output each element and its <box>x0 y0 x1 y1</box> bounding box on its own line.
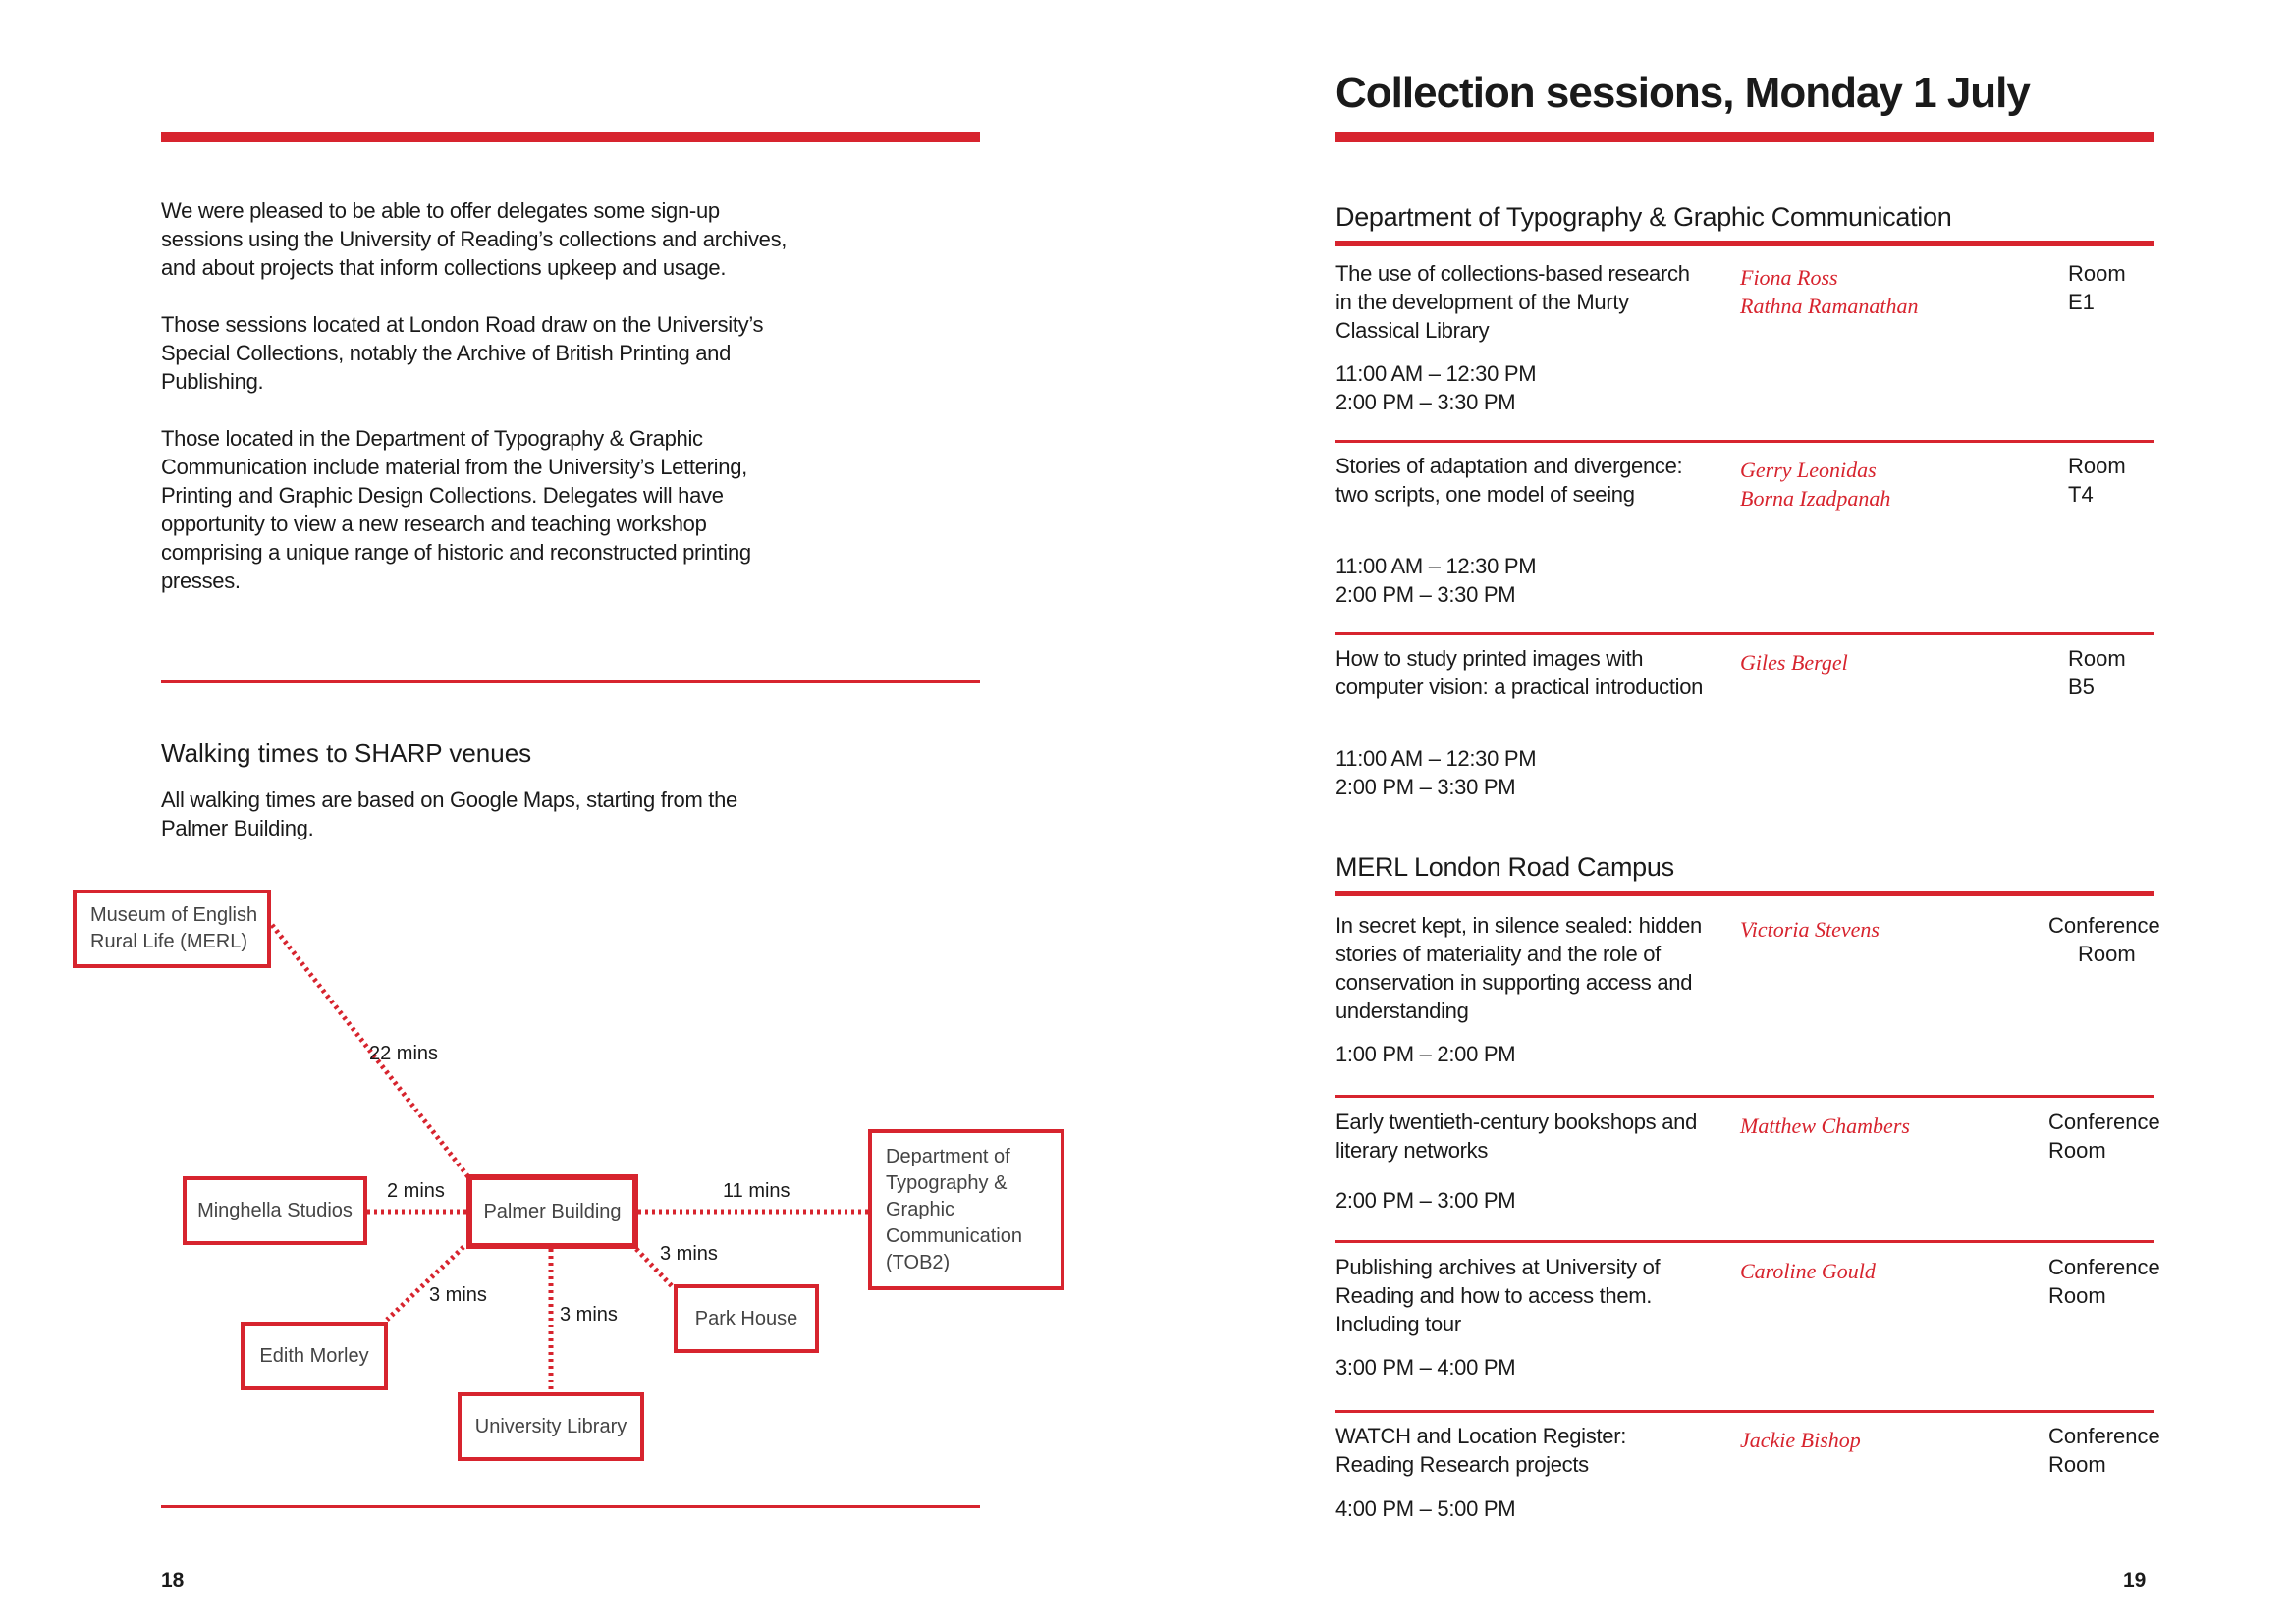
speaker-name: Matthew Chambers <box>1740 1113 1910 1138</box>
page-number: 19 <box>2123 1569 2147 1592</box>
session-time: 1:00 PM – 2:00 PM <box>1335 1042 1516 1066</box>
session-divider <box>1335 1095 2154 1098</box>
venue-label: University Library <box>474 1415 627 1437</box>
session-room <box>2068 644 2126 701</box>
venue-minghella <box>183 1176 367 1245</box>
time-label-typography: 11 mins <box>723 1180 790 1202</box>
session-item <box>1335 1108 2160 1225</box>
session-speakers <box>1740 1426 1861 1454</box>
session-times <box>1335 552 1709 609</box>
page-number: 18 <box>161 1569 185 1592</box>
room-line: E1 <box>2068 290 2095 314</box>
session-times <box>1335 744 1709 801</box>
venue-label: Minghella Studios <box>197 1199 353 1221</box>
room-line: Room <box>2048 1138 2106 1163</box>
session-item <box>1335 911 2160 1078</box>
session-item <box>1335 259 2151 426</box>
room-line: T4 <box>2068 482 2094 507</box>
room-line: Room <box>2048 1283 2106 1308</box>
session-item <box>1335 1422 2160 1540</box>
session-title: WATCH and Location Register: Reading Research projects <box>1335 1424 1627 1477</box>
speaker-name: Caroline Gould <box>1740 1259 1876 1283</box>
walking-diagram <box>0 864 1144 1492</box>
intro-paragraph: Those sessions located at London Road draw on the University’s Special Collections, notably the Archive of British Printing and Publishing. <box>161 312 764 394</box>
session-speakers <box>1740 915 1880 944</box>
room-line: Room <box>2068 454 2126 478</box>
connector-edith <box>387 1247 463 1320</box>
time-label-park: 3 mins <box>660 1243 718 1265</box>
session-time: 2:00 PM – 3:30 PM <box>1335 582 1516 607</box>
session-title: In secret kept, in silence sealed: hidden stories of materiality and the role of conservation in supporting access and understanding <box>1335 913 1702 1023</box>
session-time: 4:00 PM – 5:00 PM <box>1335 1496 1516 1521</box>
session-room <box>2068 259 2126 316</box>
venue-typography <box>868 1129 1064 1290</box>
venue-label: Department of Typography & Graphic Communication (TOB2) <box>886 1145 1022 1273</box>
session-times <box>1335 1494 1709 1523</box>
time-label-library: 3 mins <box>560 1304 618 1326</box>
session-times <box>1335 359 1709 416</box>
session-time: 2:00 PM – 3:30 PM <box>1335 775 1516 799</box>
session-time: 11:00 AM – 12:30 PM <box>1335 554 1537 578</box>
session-title: Early twentieth-century bookshops and literary networks <box>1335 1110 1698 1163</box>
session-time: 11:00 AM – 12:30 PM <box>1335 361 1537 386</box>
session-divider <box>1335 440 2154 443</box>
session-room <box>2048 911 2160 968</box>
intro-paragraph: We were pleased to be able to offer delegates some sign-up sessions using the University of Reading’s collections and archives, and about projects that inform collections upkeep and usage. <box>161 198 788 280</box>
room-line: B5 <box>2068 675 2095 699</box>
venue-label: Edith Morley <box>259 1344 369 1367</box>
room-line: Room <box>2068 261 2126 286</box>
time-label-edith: 3 mins <box>429 1284 487 1306</box>
session-times <box>1335 1040 1709 1068</box>
page-title: Collection sessions, Monday 1 July <box>1335 69 2030 117</box>
room-line: Conference <box>2048 1424 2160 1448</box>
speaker-name: Giles Bergel <box>1740 650 1848 675</box>
session-time: 11:00 AM – 12:30 PM <box>1335 746 1537 771</box>
room-line: Conference <box>2048 913 2160 938</box>
speaker-name: Rathna Ramanathan <box>1740 294 1919 318</box>
top-rule <box>161 132 980 142</box>
right-page <box>1145 0 2289 1624</box>
room-line: Conference <box>2048 1110 2160 1134</box>
session-room <box>2048 1422 2160 1479</box>
session-times <box>1335 1353 1709 1381</box>
session-times <box>1335 1186 1709 1215</box>
venue-edith-morley <box>241 1322 388 1390</box>
venue-label: Palmer Building <box>483 1200 622 1222</box>
session-title: Stories of adaptation and divergence: two scripts, one model of seeing <box>1335 454 1683 507</box>
session-speakers <box>1740 648 1848 677</box>
session-item <box>1335 452 2151 619</box>
time-label-merl: 22 mins <box>369 1043 439 1064</box>
session-time: 3:00 PM – 4:00 PM <box>1335 1355 1516 1380</box>
session-title: How to study printed images with computer vision: a practical introduction <box>1335 646 1704 699</box>
bottom-rule <box>161 1505 980 1508</box>
session-divider <box>1335 632 2154 635</box>
session-divider <box>1335 1410 2154 1413</box>
title-rule <box>1335 132 2154 142</box>
session-item <box>1335 1253 2160 1400</box>
walking-times-subtitle: All walking times are based on Google Maps, starting from the Palmer Building. <box>161 787 737 840</box>
venue-merl <box>73 890 271 968</box>
venue-park-house <box>674 1284 819 1353</box>
speaker-name: Gerry Leonidas <box>1740 458 1877 482</box>
speaker-name: Borna Izadpanah <box>1740 486 1891 511</box>
room-line: Conference <box>2048 1255 2160 1279</box>
time-label-minghella: 2 mins <box>387 1180 445 1202</box>
intro-text <box>161 196 790 623</box>
session-speakers <box>1740 456 1890 513</box>
room-line: Room <box>2068 646 2126 671</box>
session-divider <box>1335 1240 2154 1243</box>
session-time: 2:00 PM – 3:30 PM <box>1335 390 1516 414</box>
session-room <box>2048 1108 2160 1164</box>
session-speakers <box>1740 263 1919 320</box>
session-time: 2:00 PM – 3:00 PM <box>1335 1188 1516 1213</box>
intro-paragraph: Those located in the Department of Typography & Graphic Communication include material from the University’s Lettering, Printing and Graphic Design Collections. Delegates will have opportunity to view a new research and teaching workshop comprising a unique range of historic and reconstructed printing presses. <box>161 426 751 593</box>
session-item <box>1335 644 2151 811</box>
speaker-name: Victoria Stevens <box>1740 917 1880 942</box>
section-heading-typography: Department of Typography & Graphic Communication <box>1335 202 1952 232</box>
session-title: Publishing archives at University of Reading and how to access them. Including tour <box>1335 1255 1661 1336</box>
left-page <box>0 0 1144 1624</box>
session-room <box>2048 1253 2160 1310</box>
room-line: Room <box>2048 1452 2106 1477</box>
section-rule <box>1335 241 2154 246</box>
speaker-name: Jackie Bishop <box>1740 1428 1861 1452</box>
speaker-name: Fiona Ross <box>1740 265 1838 290</box>
section-rule <box>1335 891 2154 896</box>
section-divider <box>161 680 980 683</box>
section-heading-merl: MERL London Road Campus <box>1335 852 1674 882</box>
session-speakers <box>1740 1257 1876 1285</box>
venue-university-library <box>458 1392 644 1461</box>
venue-label: Museum of English Rural Life (MERL) <box>90 904 258 952</box>
session-speakers <box>1740 1111 1910 1140</box>
session-title: The use of collections-based research in the development of the Murty Classical Library <box>1335 261 1690 343</box>
venue-label: Park House <box>694 1307 798 1329</box>
venue-palmer-building <box>466 1174 638 1249</box>
session-room <box>2068 452 2126 509</box>
walking-times-title: Walking times to SHARP venues <box>161 738 532 768</box>
room-line: Room <box>2078 942 2136 966</box>
